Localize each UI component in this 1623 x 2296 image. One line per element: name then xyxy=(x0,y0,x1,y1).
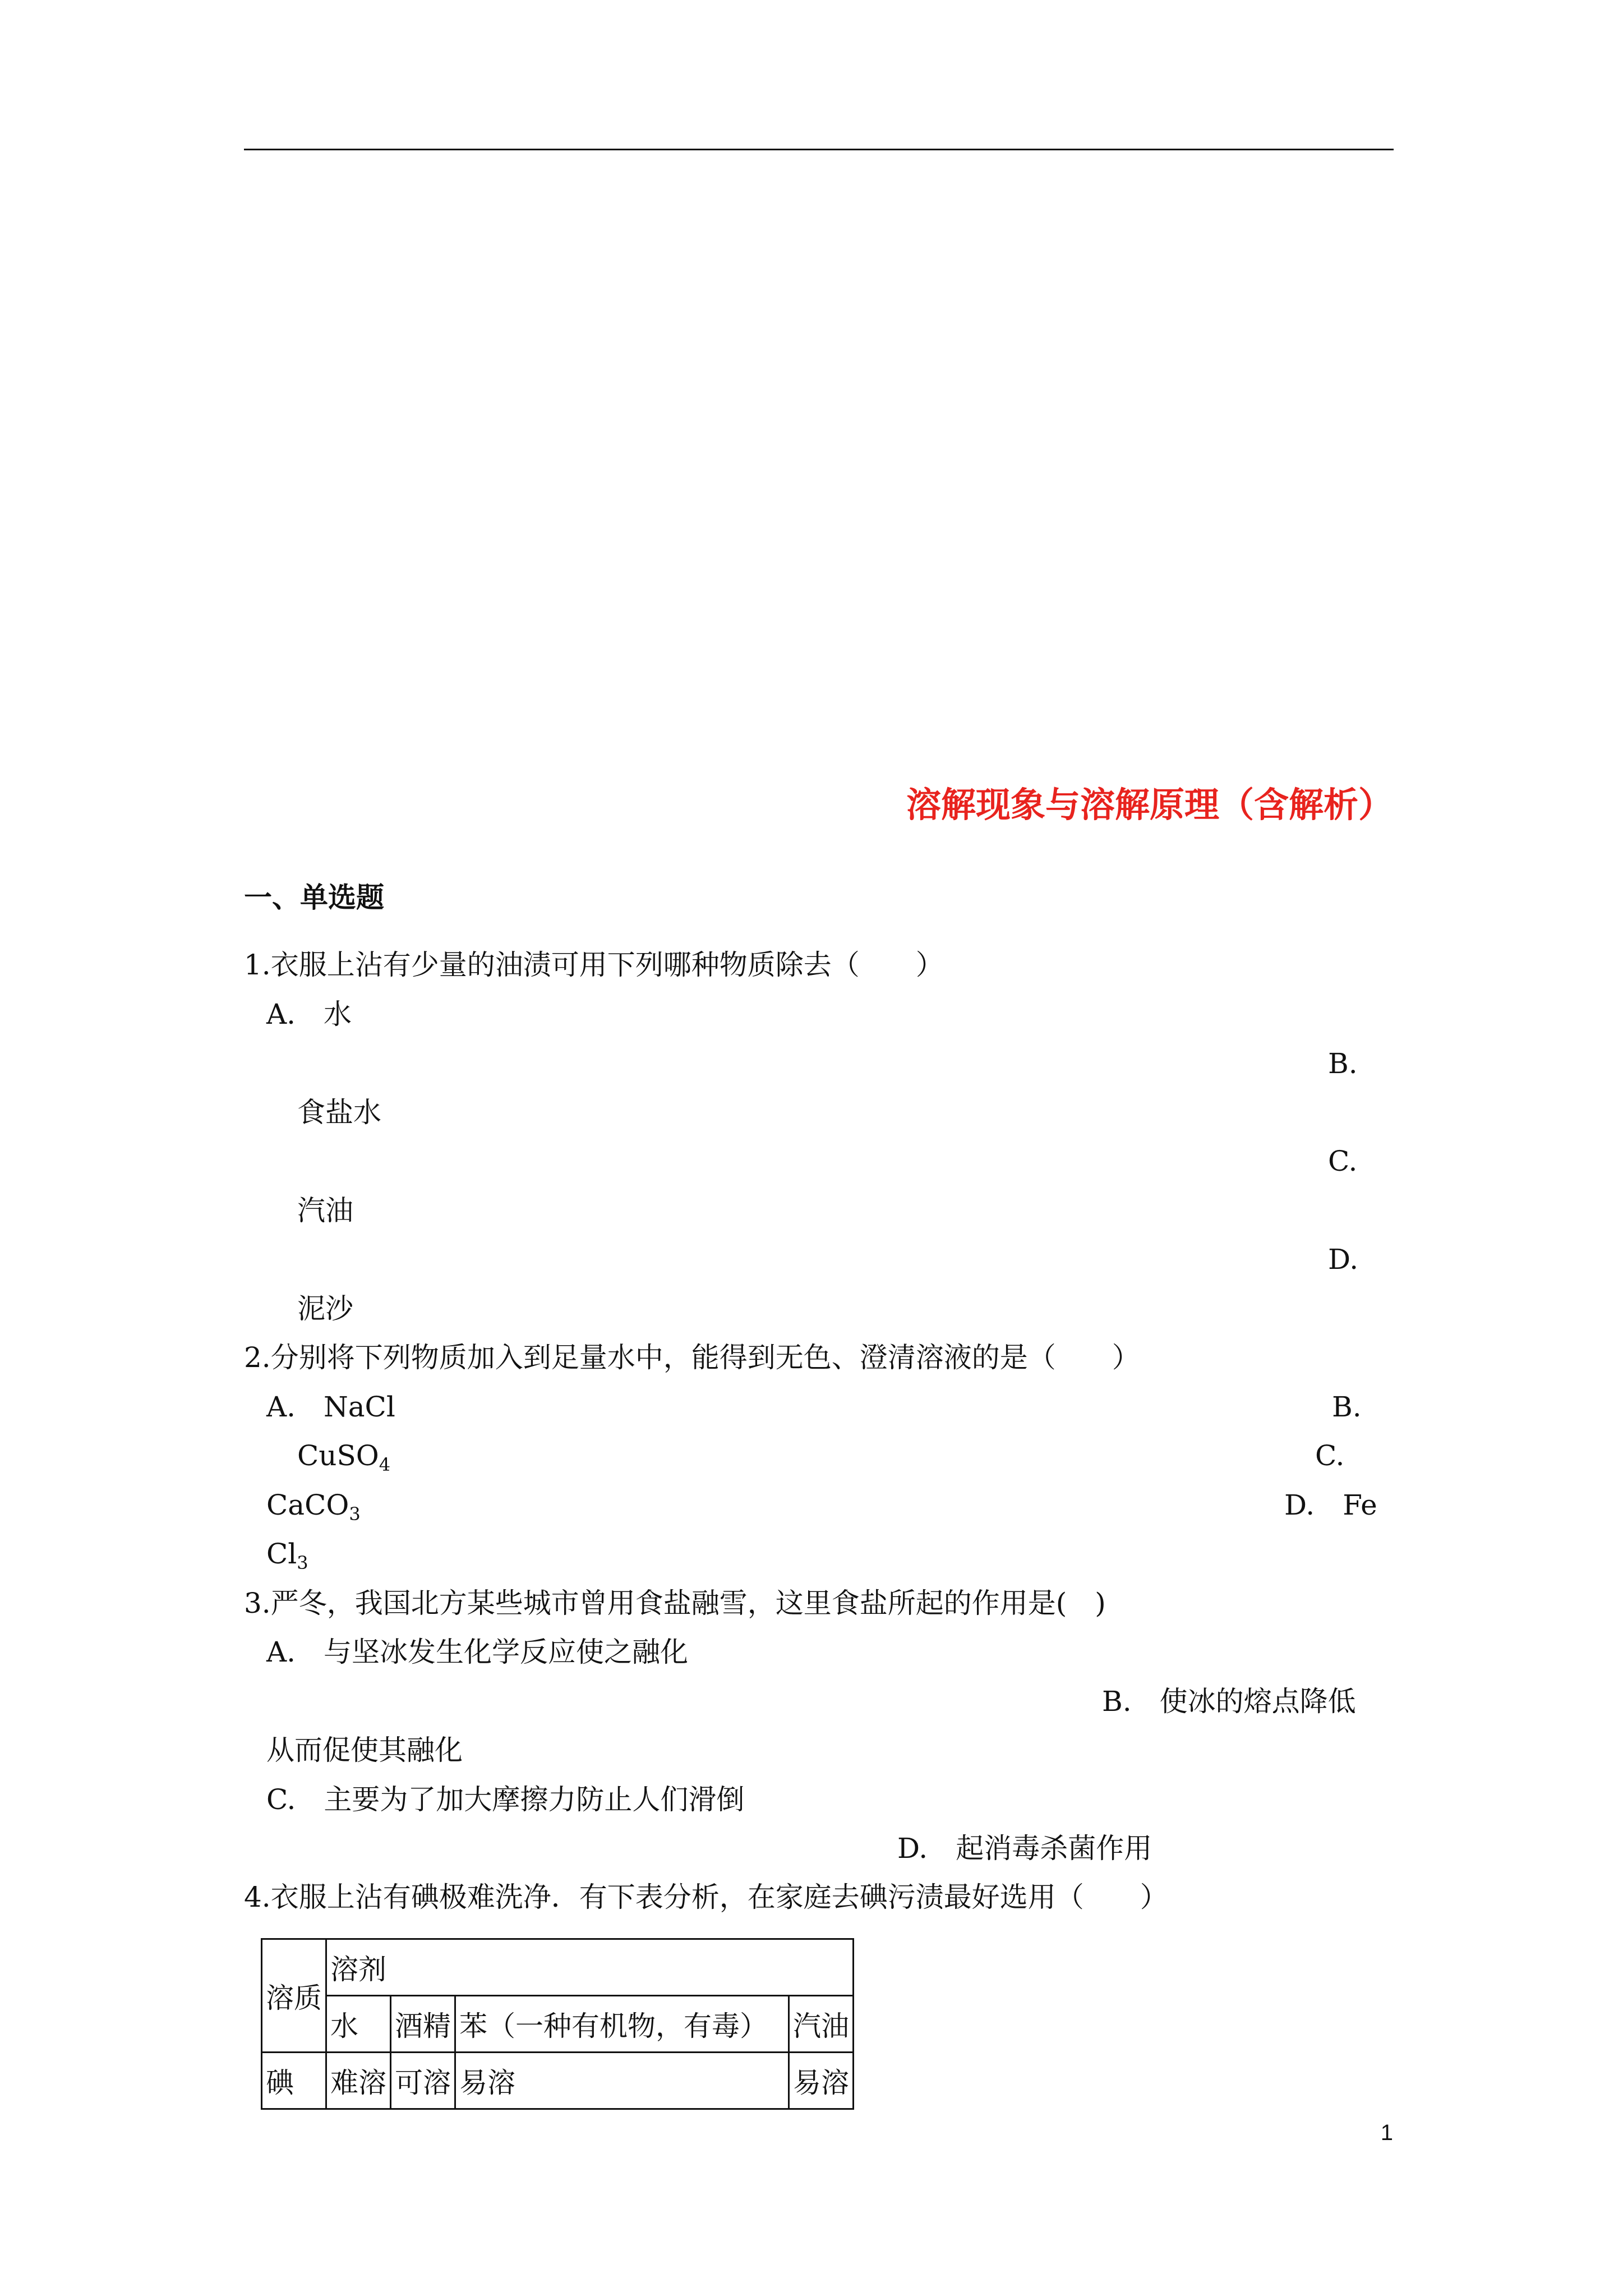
q3-option-c: C. 主要为了加大摩擦力防止人们滑倒 xyxy=(266,1783,745,1816)
q4-stem: 4.衣服上沾有碘极难洗净．有下表分析，在家庭去碘污渍最好选用（ ） xyxy=(244,1881,1168,1913)
q1-stem: 1.衣服上沾有少量的油渍可用下列哪种物质除去（ ） xyxy=(244,949,944,981)
row-label-iodine: 碘 xyxy=(262,2053,326,2109)
solvent-alcohol: 酒精 xyxy=(391,1996,455,2053)
header-rule xyxy=(244,149,1394,150)
cell-benzene: 易溶 xyxy=(455,2053,789,2109)
solute-header: 溶质 xyxy=(262,1939,326,2053)
q2-option-b-label: B. xyxy=(1332,1391,1362,1423)
q2-option-b-text: CuSO$_4$ xyxy=(297,1439,391,1475)
solvent-benzene: 苯（一种有机物，有毒） xyxy=(455,1996,789,2053)
table-row xyxy=(262,2053,854,2109)
q3-option-d: D. 起消毒杀菌作用 xyxy=(897,1832,1152,1865)
q1-option-b-label: B. xyxy=(1328,1047,1358,1080)
cell-gasoline: 易溶 xyxy=(789,2053,854,2109)
q2-option-d-text: $Cl_3$ xyxy=(266,1538,308,1573)
q2-stem: 2.分别将下列物质加入到足量水中，能得到无色、澄清溶液的是（ ） xyxy=(244,1341,1140,1374)
q3-option-a: A. 与坚冰发生化学反应使之融化 xyxy=(266,1636,689,1668)
section-heading: 一、单选题 xyxy=(244,881,384,914)
q3-stem: 3.严冬，我国北方某些城市曾用食盐融雪，这里食盐所起的作用是( ) xyxy=(244,1587,1106,1619)
q1-option-a: A. 水 xyxy=(266,998,352,1030)
q1-option-d-text: 泥沙 xyxy=(297,1292,353,1325)
solvent-gasoline: 汽油 xyxy=(789,1996,854,2053)
solvent-header: 溶剂 xyxy=(326,1939,854,1996)
q1-option-c-text: 汽油 xyxy=(297,1194,353,1227)
q2-option-c-label: C. xyxy=(1315,1439,1345,1472)
cell-water: 难溶 xyxy=(326,2053,391,2109)
q2-option-d-label: D. Fe xyxy=(1284,1489,1377,1521)
q1-option-d-label: D. xyxy=(1328,1243,1359,1276)
q2-option-a: A. NaCl xyxy=(266,1391,395,1423)
document-title: 溶解现象与溶解原理（含解析） xyxy=(906,784,1393,825)
solubility-table xyxy=(261,1938,854,2110)
q1-option-b-text: 食盐水 xyxy=(297,1096,381,1129)
q2-option-c-text: CaCO$_3$ xyxy=(266,1489,361,1525)
q3-option-b: B. 使冰的熔点降低 xyxy=(1102,1685,1356,1718)
page-number: 1 xyxy=(1380,2120,1393,2145)
solvent-water: 水 xyxy=(326,1996,391,2053)
q1-option-c-label: C. xyxy=(1328,1145,1358,1177)
q3-option-b-cont: 从而促使其融化 xyxy=(266,1734,463,1766)
cell-alcohol: 可溶 xyxy=(391,2053,455,2109)
